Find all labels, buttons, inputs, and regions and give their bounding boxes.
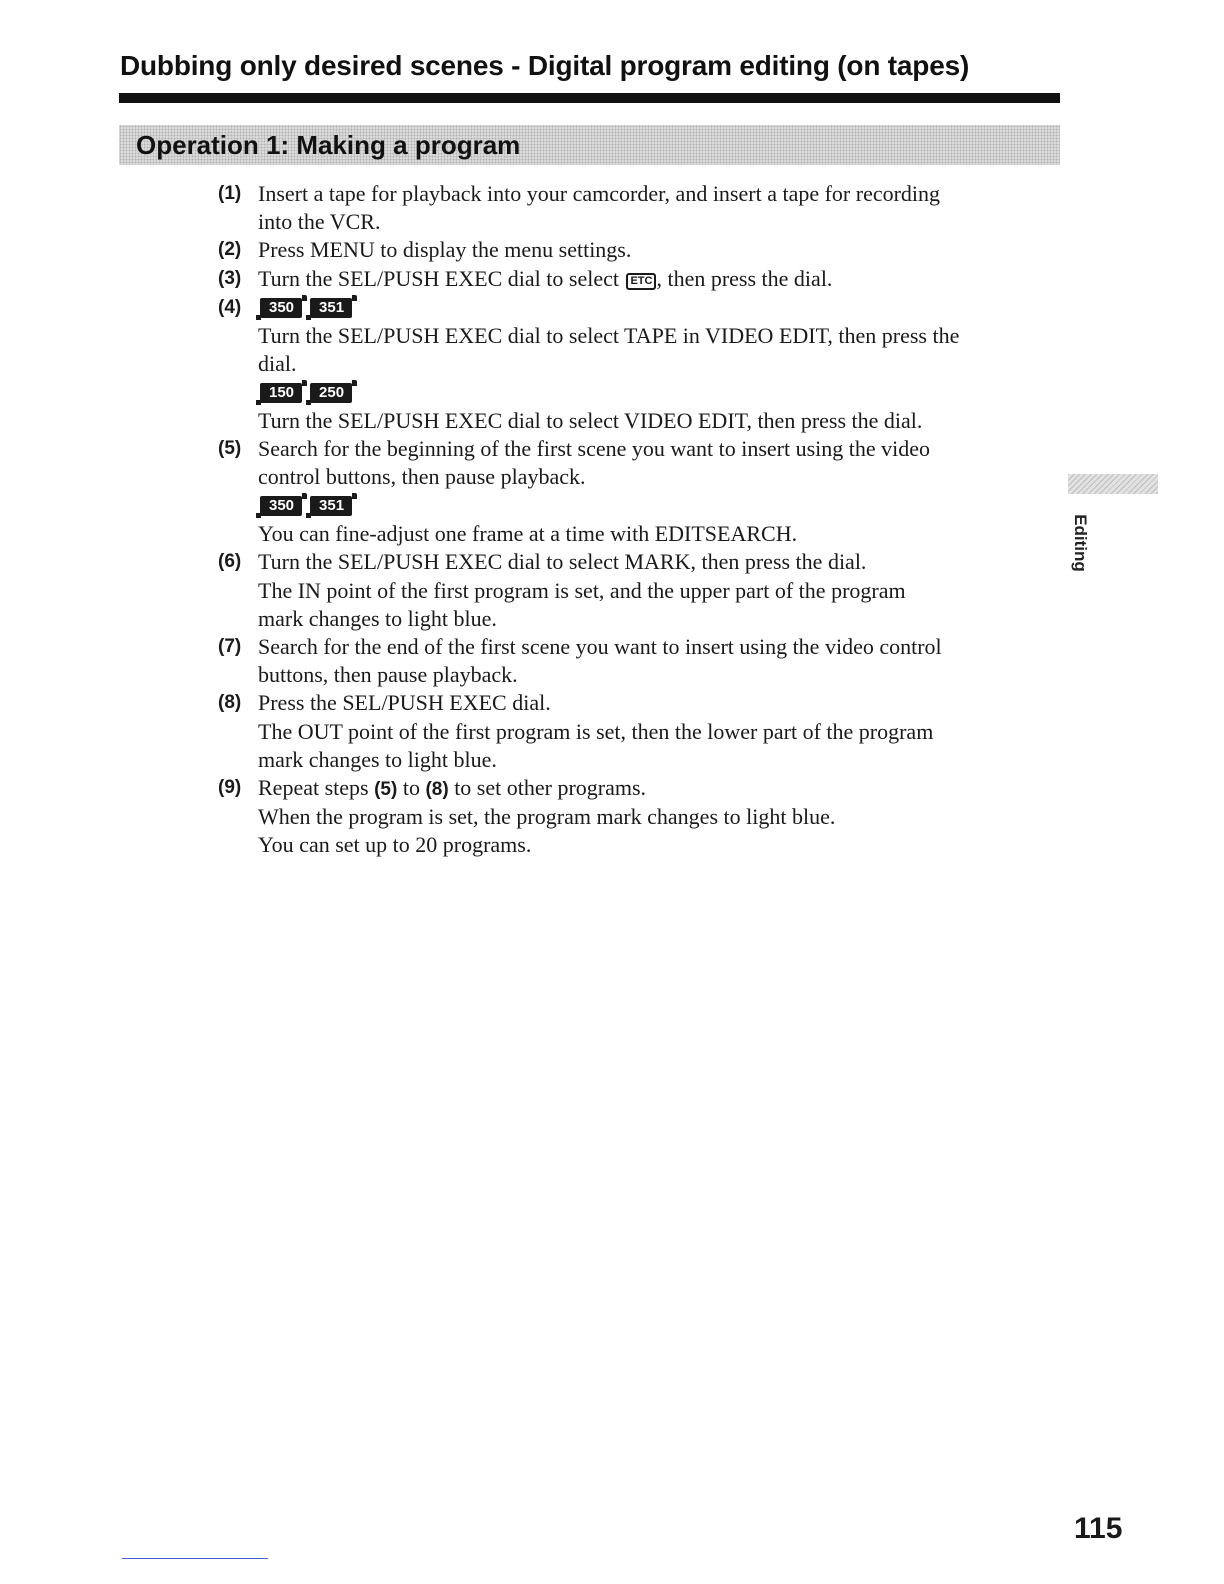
step-1-number: (1) xyxy=(218,183,242,204)
section-title: Operation 1: Making a program xyxy=(136,130,521,160)
step-9-text-pre: Repeat steps xyxy=(258,775,375,800)
step-4-text-b: Turn the SEL/PUSH EXEC dial to select VIDEO EDIT, then press the dial. xyxy=(258,408,923,433)
step-9-number: (9) xyxy=(218,777,242,798)
step-8-number: (8) xyxy=(218,692,242,713)
step-6-number: (6) xyxy=(218,551,242,572)
page-title: Dubbing only desired scenes - Digital program editing (on tapes) xyxy=(120,50,970,81)
page-number: 115 xyxy=(1074,1512,1123,1545)
model-150-badge: 150 xyxy=(260,383,302,403)
step-5-note: You can fine-adjust one frame at a time with EDITSEARCH. xyxy=(258,521,798,546)
step-9-text-post: to set other programs. xyxy=(448,775,647,800)
step-5-number: (5) xyxy=(218,438,242,459)
step-7-number: (7) xyxy=(218,636,242,657)
step-1-text: Insert a tape for playback into your camcorder, and insert a tape for recording xyxy=(258,181,941,206)
step-4-number: (4) xyxy=(218,297,242,318)
step-5-text: Search for the beginning of the first scene you want to insert using the video xyxy=(258,436,931,461)
step-6-result-cont: mark changes to light blue. xyxy=(258,606,497,631)
model-250-badge: 250 xyxy=(310,383,352,403)
step-1-text-cont: into the VCR. xyxy=(258,209,381,234)
step-9-ref-start: (5) xyxy=(374,779,398,800)
step-9-ref-end: (8) xyxy=(425,779,449,800)
step-9-result: When the program is set, the program mark changes to light blue. xyxy=(258,804,836,829)
step-7-text-cont: buttons, then pause playback. xyxy=(258,662,518,687)
step-4-text-a-cont: dial. xyxy=(258,351,297,376)
step-7-text: Search for the end of the first scene you want to insert using the video control xyxy=(258,634,942,659)
model-351-badge: 351 xyxy=(310,496,352,516)
step-4-model-badges-a xyxy=(260,294,360,322)
step-8-result: The OUT point of the first program is set, then the lower part of the program xyxy=(258,719,934,744)
footer-rule xyxy=(122,1558,268,1559)
step-9-text-mid: to xyxy=(397,775,426,800)
step-8-text: Press the SEL/PUSH EXEC dial. xyxy=(258,690,551,715)
step-3-text-pre: Turn the SEL/PUSH EXEC dial to select xyxy=(258,266,625,291)
title-rule xyxy=(119,93,1060,103)
model-350-badge: 350 xyxy=(260,496,302,516)
model-350-badge: 350 xyxy=(260,298,302,318)
step-6-text: Turn the SEL/PUSH EXEC dial to select MARK, then press the dial. xyxy=(258,549,867,574)
side-tab-label: Editing xyxy=(1071,514,1090,572)
side-tab-marker xyxy=(1068,474,1158,494)
step-5-model-badges xyxy=(260,492,360,520)
model-351-badge: 351 xyxy=(310,298,352,318)
step-9-text xyxy=(258,774,646,804)
etc-menu-icon: ETC xyxy=(626,273,656,290)
step-3-text-post: , then press the dial. xyxy=(656,266,833,291)
step-2-text: Press MENU to display the menu settings. xyxy=(258,237,632,262)
step-4-model-badges-b xyxy=(260,379,360,407)
step-6-result: The IN point of the first program is set, and the upper part of the program xyxy=(258,578,906,603)
step-3-text xyxy=(258,265,832,293)
step-2-number: (2) xyxy=(218,239,242,260)
step-9-limit-note: You can set up to 20 programs. xyxy=(258,832,532,857)
step-8-result-cont: mark changes to light blue. xyxy=(258,747,497,772)
step-5-text-cont: control buttons, then pause playback. xyxy=(258,464,586,489)
step-3-number: (3) xyxy=(218,268,242,289)
step-4-text-a: Turn the SEL/PUSH EXEC dial to select TAPE in VIDEO EDIT, then press the xyxy=(258,323,960,348)
